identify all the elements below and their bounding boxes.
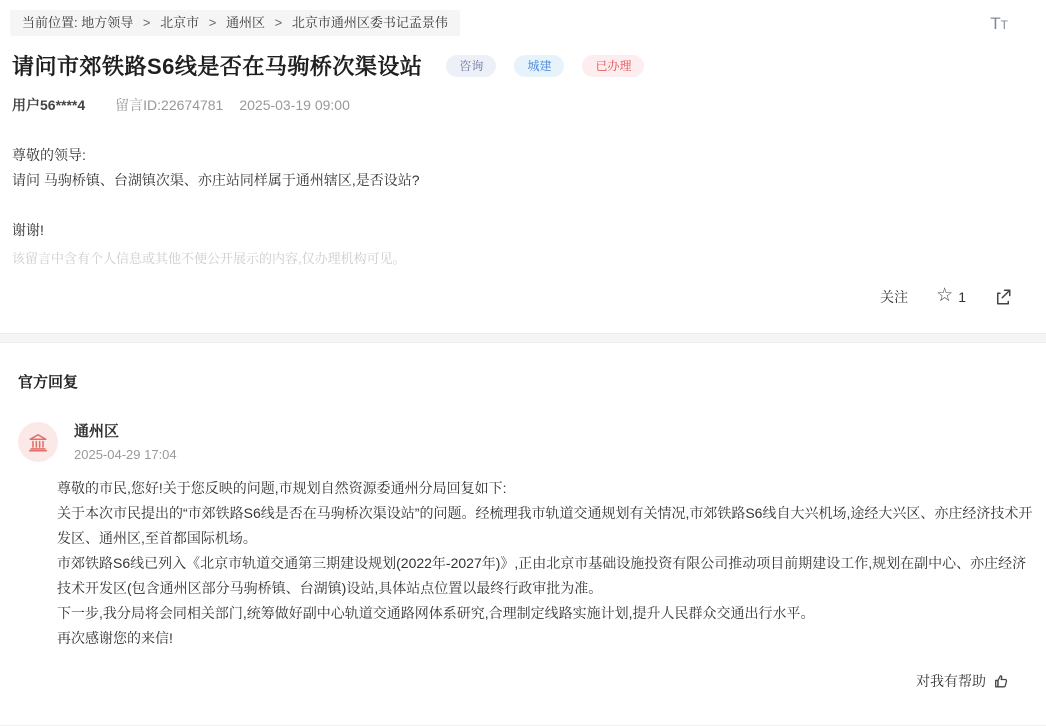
- favorite-count: 1: [958, 289, 966, 305]
- title-row: [10, 50, 1026, 81]
- reply-paragraph: 市郊铁路S6线已列入《北京市轨道交通第三期建设规划(2022年-2027年)》,正由北京市基础设施投资有限公司推动项目前期建设工作,规划在副中心、亦庄经济技术开发区(包含通州区部分马驹桥镇、台湖镇)设站,具体站点位置以最终行政审批为准。: [57, 555, 1027, 596]
- follow-label: 关注: [880, 289, 909, 305]
- breadcrumb-item-secretary[interactable]: 北京市通州区委书记孟景伟: [291, 15, 448, 30]
- avatar: [18, 422, 58, 462]
- breadcrumb-bar: [10, 10, 1026, 36]
- reply-paragraph: 尊敬的市民,您好!关于您反映的问题,市规划自然资源委通州分局回复如下:: [57, 480, 507, 496]
- reply-header: [18, 422, 1026, 462]
- share-button[interactable]: [994, 288, 1012, 306]
- star-icon: ☆: [936, 285, 954, 306]
- message-id: 留言ID:22674781: [115, 97, 224, 113]
- post-body-line: 尊敬的领导:: [12, 147, 86, 163]
- breadcrumb-item-leaders[interactable]: 地方领导: [81, 15, 134, 30]
- author-name: 用户56****4: [12, 97, 86, 113]
- post-body-line: 请问 马驹桥镇、台湖镇次渠、亦庄站同样属于通州辖区,是否设站?: [12, 172, 420, 188]
- reply-body: [57, 476, 1035, 651]
- breadcrumb-label: 当前位置:: [22, 15, 78, 30]
- breadcrumb: [10, 10, 460, 36]
- breadcrumb-item-beijing[interactable]: 北京市: [160, 15, 200, 30]
- helpful-label: 对我有帮助: [916, 673, 986, 689]
- helpful-button[interactable]: [18, 671, 1010, 691]
- reply-paragraph: 再次感谢您的来信!: [57, 630, 173, 646]
- tag-list: [446, 55, 644, 77]
- share-icon: [994, 288, 1012, 306]
- section-divider: [0, 333, 1046, 343]
- agency-name: 通州区: [74, 423, 120, 440]
- font-size-icon[interactable]: [990, 16, 1008, 33]
- font-size-icon-large-t: T: [990, 14, 1001, 33]
- thumbs-up-icon: [993, 673, 1010, 690]
- page-title: 请问市郊铁路S6线是否在马驹桥次渠设站: [12, 54, 423, 79]
- reply-author-block: [74, 422, 177, 462]
- status-badge-handled: 已办理: [582, 55, 644, 77]
- post-actions: [10, 287, 1012, 307]
- reply-timestamp: 2025-04-29 17:04: [74, 447, 177, 462]
- post-body-line: [12, 193, 1026, 218]
- font-size-icon-small-t: T: [1000, 18, 1008, 32]
- reply-paragraph: 下一步,我分局将会同相关部门,统筹做好副中心轨道交通路网体系研究,合理制定线路实施计划,提升人民群众交通出行水平。: [57, 605, 815, 621]
- post-timestamp: 2025-03-19 09:00: [239, 97, 350, 113]
- privacy-note: 该留言中含有个人信息或其他不便公开展示的内容,仅办理机构可见。: [12, 251, 406, 266]
- tag-consult: 咨询: [446, 55, 496, 77]
- breadcrumb-separator: >: [274, 15, 283, 30]
- government-building-icon: [27, 431, 49, 453]
- breadcrumb-item-tongzhou[interactable]: 通州区: [225, 15, 265, 30]
- post-body-line: 谢谢!: [12, 222, 44, 238]
- breadcrumb-separator: >: [208, 15, 217, 30]
- breadcrumb-separator: >: [142, 15, 151, 30]
- tag-urban-construction: 城建: [514, 55, 564, 77]
- reply-paragraph: 关于本次市民提出的“市郊铁路S6线是否在马驹桥次渠设站”的问题。经梳理我市轨道交通规划有关情况,市郊铁路S6线自大兴机场,途经大兴区、亦庄经济技术开发区、通州区,至首都国际机场。: [57, 505, 1033, 546]
- post-body: [10, 143, 1026, 243]
- post-section: [0, 0, 1046, 307]
- reply-card: [18, 422, 1033, 691]
- follow-button[interactable]: [880, 287, 908, 307]
- favorite-button[interactable]: [936, 285, 966, 306]
- post-meta: [10, 95, 1026, 115]
- reply-section-heading: 官方回复: [18, 374, 79, 391]
- official-reply-section: [0, 343, 1046, 691]
